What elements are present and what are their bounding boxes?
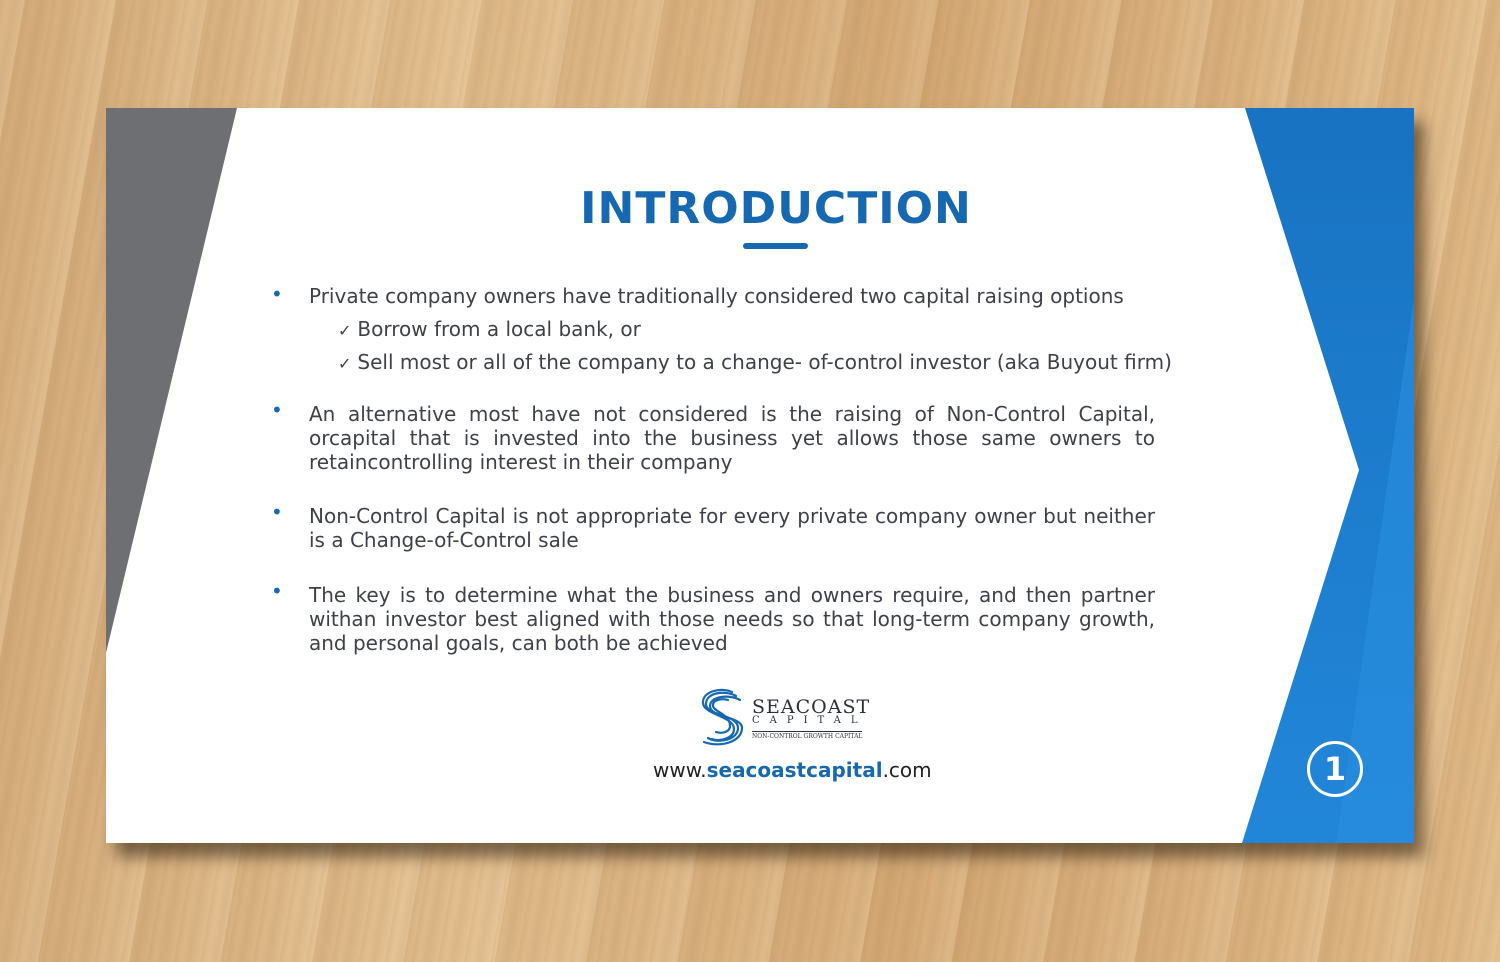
sub-item-text: Sell most or all of the company to a change- of-control investor (aka Buyout firm) — [357, 350, 1172, 374]
sub-item-text: Borrow from a local bank, or — [357, 317, 641, 341]
bullet-text: An alternative most have not considered is the raising of Non-Control Capital, orcapital that is invested into the business yet allows those same owners to retaincontrolling interest in their company — [309, 402, 1155, 474]
bullet-text: The key is to determine what the business and owners require, and then partner withan investor best aligned with those needs so that long-term company growth, and personal goals, can both be achieved — [309, 583, 1155, 655]
website-url — [653, 758, 932, 782]
page-number-badge: 1 — [1307, 741, 1363, 797]
logo-name: SEACOAST — [752, 696, 871, 718]
url-suffix: .com — [882, 758, 932, 782]
logo-sub: CAPITAL — [752, 715, 868, 726]
bullet-text: Non-Control Capital is not appropriate for every private company owner but neither is a Change-of-Control sale — [309, 504, 1155, 552]
title-underline — [743, 243, 808, 249]
slide — [106, 108, 1414, 843]
sub-item-1 — [338, 317, 641, 343]
seacoast-logo — [700, 688, 870, 750]
slide-title: INTRODUCTION — [580, 183, 972, 234]
sub-item-2 — [338, 350, 1172, 376]
checkmark-icon: ✓ — [338, 354, 352, 373]
bullet-dot-icon: • — [271, 282, 283, 306]
seacoast-s-icon — [700, 688, 746, 748]
bullet-text: Private company owners have traditionally considered two capital raising options — [309, 284, 1124, 308]
url-domain: seacoastcapital — [706, 758, 883, 782]
bullet-dot-icon: • — [271, 500, 283, 524]
url-prefix: www. — [653, 758, 707, 782]
checkmark-icon: ✓ — [338, 321, 352, 340]
bullet-dot-icon: • — [271, 398, 283, 422]
bullet-dot-icon: • — [271, 579, 283, 603]
logo-tagline: NON-CONTROL GROWTH CAPITAL — [752, 733, 863, 740]
